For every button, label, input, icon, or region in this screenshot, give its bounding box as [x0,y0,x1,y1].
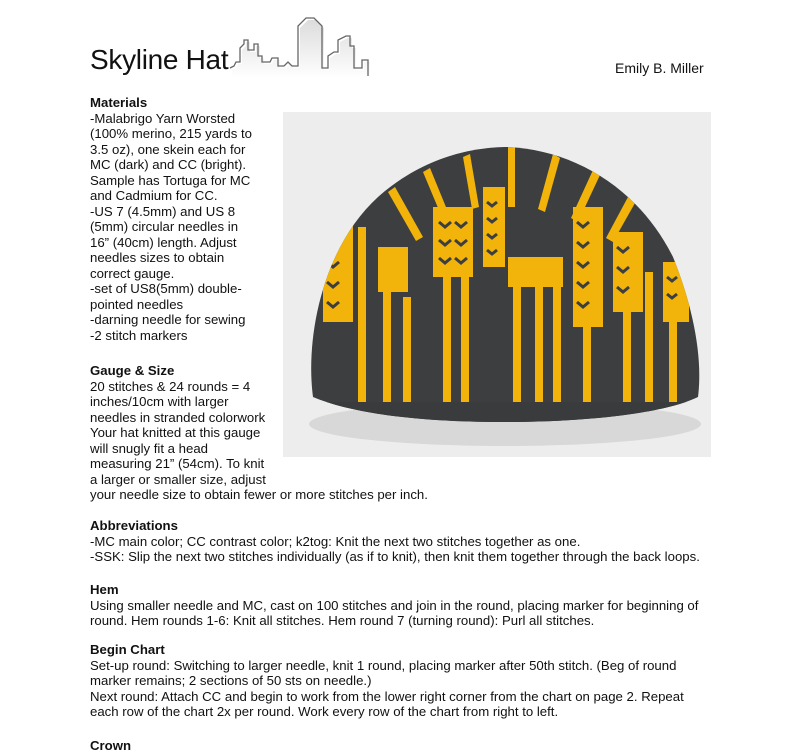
gauge-section [90,363,730,503]
materials-line: pointed needles [90,296,184,312]
gauge-line: your needle size to obtain fewer or more stitches per inch. [90,487,428,502]
materials-line: (5mm) circular needles in [90,219,239,234]
skyline-logo [228,8,378,94]
gauge-line: measuring 21” (54cm). To knit [90,456,265,471]
abbreviations-section [90,518,730,565]
hem-heading: Hem [90,582,119,597]
materials-line: -set of US8(5mm) double- [90,281,242,296]
hem-line: Using smaller needle and MC, cast on 100 stitches and join in the round, placing marker for beginning of [90,597,699,613]
gauge-heading: Gauge & Size [90,363,175,378]
skyline-shadow [232,20,370,78]
materials-line: 3.5 oz), one skein each for [90,141,246,157]
begin-chart-line: marker remains; 2 sections of 50 sts on needle.) [90,673,372,688]
gauge-line: a larger or smaller size, adjust [90,471,266,487]
materials-line: -Malabrigo Yarn Worsted [90,110,236,126]
materials-line: -darning needle for sewing [90,312,246,327]
begin-chart-line: each row of the chart 2x per round. Work every row of the chart from right to left. [90,704,559,719]
begin-chart-section [90,642,730,720]
crown-heading: Crown [90,738,132,753]
crown-section [90,738,730,754]
materials-line: -2 stitch markers [90,327,188,343]
author-name: Emily B. Miller [615,60,704,76]
gauge-line: needles in stranded colorwork [90,409,266,425]
materials-heading: Materials [90,95,148,110]
materials-line: MC (dark) and CC (bright). [90,157,247,172]
gauge-line: 20 stitches & 24 rounds = 4 [90,378,251,394]
begin-chart-line: Set-up round: Switching to larger needle, knit 1 round, placing marker after 50th stitch. (Beg of round [90,657,677,673]
abbreviations-heading: Abbreviations [90,518,178,533]
materials-line: Sample has Tortuga for MC [90,172,251,188]
abbreviations-line: -SSK: Slip the next two stitches individually (as if to knit), then knit them together through the back loops. [90,549,700,564]
hem-line: round. Hem rounds 1-6: Knit all stitches. Hem round 7 (turning round): Purl all stitches. [90,613,595,628]
materials-line: 16” (40cm) length. Adjust [90,234,237,250]
materials-section [90,95,275,343]
gauge-line: inches/10cm with larger [90,394,229,409]
abbreviations-line: -MC main color; CC contrast color; k2tog: Knit the next two stitches together as one. [90,533,581,549]
materials-line: needles sizes to obtain [90,250,225,265]
hem-section [90,582,730,629]
begin-chart-heading: Begin Chart [90,642,165,657]
materials-line: -US 7 (4.5mm) and US 8 [90,203,236,219]
materials-line: (100% merino, 215 yards to [90,126,252,141]
materials-line: and Cadmium for CC. [90,188,218,203]
gauge-line: will snugly fit a head [90,440,209,456]
page-title: Skyline Hat [90,44,229,75]
materials-line: correct gauge. [90,265,175,281]
gauge-line: Your hat knitted at this gauge [90,425,261,440]
begin-chart-line: Next round: Attach CC and begin to work from the lower right corner from the chart on page 2. Repeat [90,688,684,704]
